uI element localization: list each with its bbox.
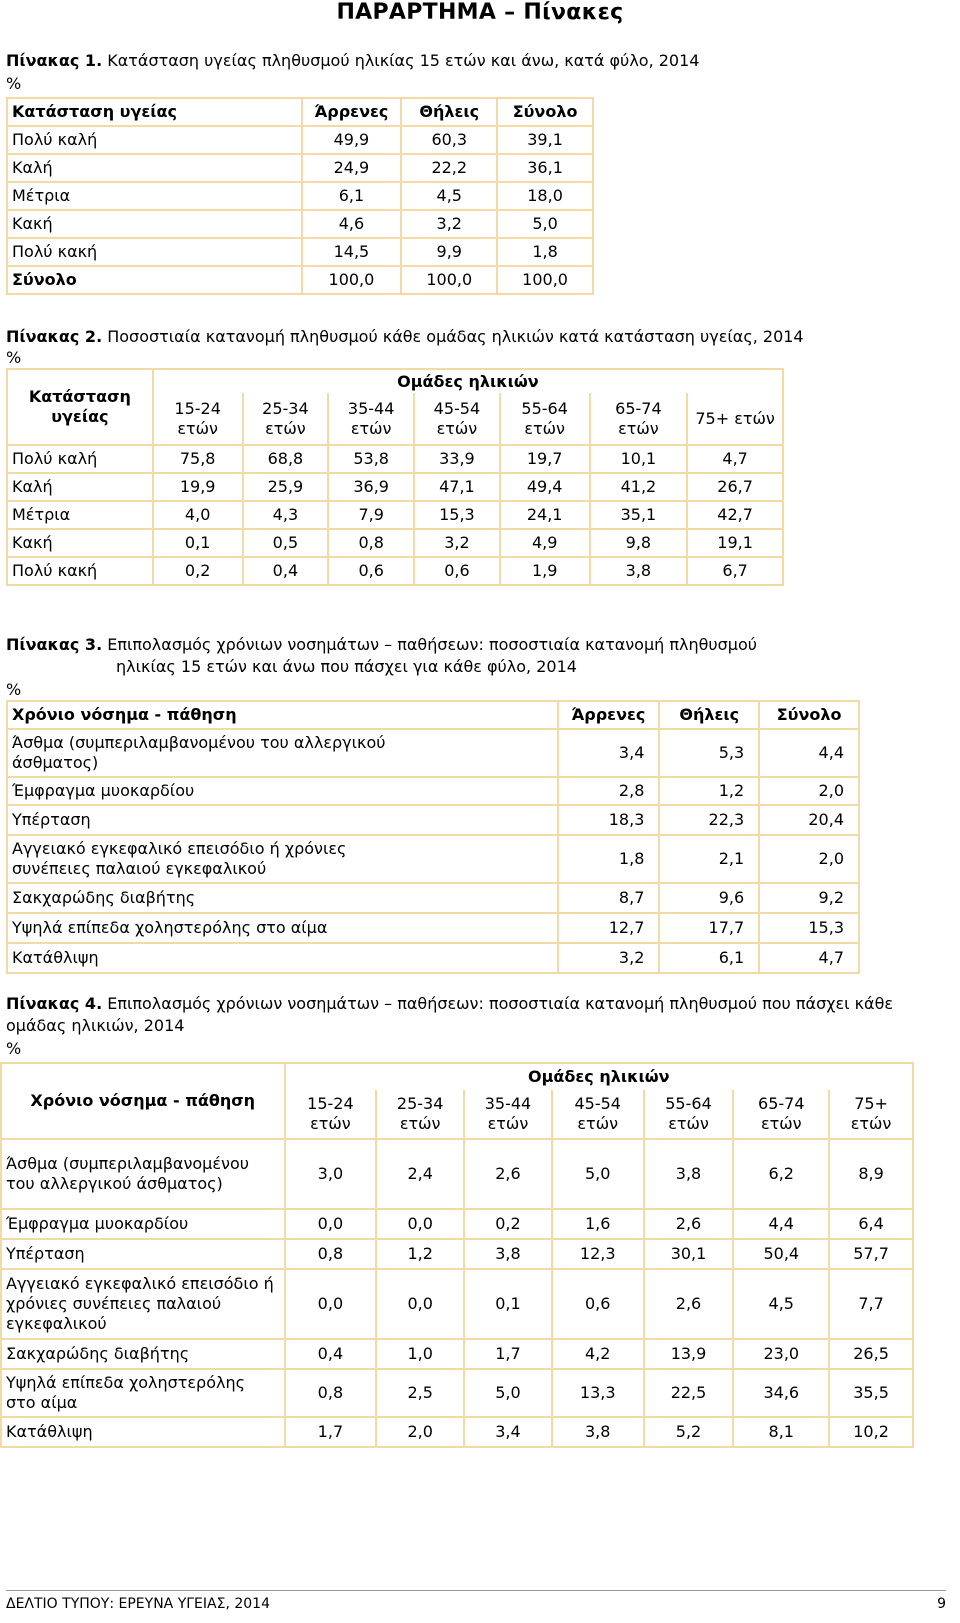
footer-divider	[6, 1590, 946, 1591]
table-cell: 1,8	[558, 835, 660, 883]
table-cell: 1,9	[500, 557, 590, 585]
table-cell: 33,9	[414, 445, 500, 473]
table3-caption-line2: ηλικίας 15 ετών και άνω που πάσχει για κάθε φύλο, 2014	[116, 657, 577, 676]
table2-row-header: Κατάσταση υγείας	[7, 369, 153, 445]
table-cell: 19,7	[500, 445, 590, 473]
age-group-header: 35-44 ετών	[464, 1090, 552, 1139]
row-label: Υπέρταση	[7, 805, 558, 835]
row-label: Πολύ κακή	[7, 238, 302, 266]
table-cell: 6,4	[829, 1209, 913, 1239]
table-cell: 9,2	[759, 883, 859, 913]
row-label: Καλή	[7, 154, 302, 182]
table-cell: 22,5	[644, 1369, 734, 1417]
table2-header-row	[7, 369, 783, 393]
table2-caption	[6, 326, 804, 348]
table-cell: 3,2	[414, 529, 500, 557]
table-cell: 19,1	[687, 529, 783, 557]
table-cell: 12,3	[552, 1239, 644, 1269]
table-row	[7, 913, 859, 943]
table-cell: 3,2	[558, 943, 660, 973]
table-cell: 6,1	[659, 943, 759, 973]
table-cell: 6,1	[302, 182, 402, 210]
table-cell: 3,4	[464, 1417, 552, 1447]
table-cell: 5,2	[644, 1417, 734, 1447]
age-group-header: 65-74 ετών	[733, 1090, 829, 1139]
row-label: Έμφραγμα μυοκαρδίου	[7, 777, 558, 805]
table-cell: 4,3	[243, 501, 329, 529]
row-label: Άσθμα (συμπεριλαμβανομένου του αλλεργικού άσθματος)	[1, 1139, 285, 1209]
table-cell: 4,4	[733, 1209, 829, 1239]
row-label: Σακχαρώδης διαβήτης	[7, 883, 558, 913]
table3-header-cell: Άρρενες	[558, 701, 660, 729]
table-row	[1, 1139, 913, 1209]
table1	[6, 97, 594, 295]
table-row	[7, 182, 593, 210]
table-cell: 1,2	[659, 777, 759, 805]
table-row	[7, 126, 593, 154]
table2-unit: %	[6, 348, 22, 367]
table-cell: 0,1	[153, 529, 243, 557]
age-group-header: 75+ ετών	[829, 1090, 913, 1139]
table-row	[7, 266, 593, 294]
table-cell: 24,1	[500, 501, 590, 529]
table-cell: 2,5	[376, 1369, 464, 1417]
table-cell: 68,8	[243, 445, 329, 473]
table-cell: 22,3	[659, 805, 759, 835]
age-group-header: 55-64 ετών	[644, 1090, 734, 1139]
row-label: Μέτρια	[7, 182, 302, 210]
table-cell: 10,2	[829, 1417, 913, 1447]
table3	[6, 700, 860, 974]
table-cell: 100,0	[302, 266, 402, 294]
table-row	[7, 238, 593, 266]
table-cell: 14,5	[302, 238, 402, 266]
table-cell: 0,0	[285, 1269, 377, 1339]
table-row	[1, 1239, 913, 1269]
table-cell: 4,7	[759, 943, 859, 973]
table-row	[7, 445, 783, 473]
table-cell: 50,4	[733, 1239, 829, 1269]
table-row	[7, 883, 859, 913]
table-cell: 22,2	[401, 154, 497, 182]
table1-header-cell: Άρρενες	[302, 98, 402, 126]
table-cell: 0,4	[243, 557, 329, 585]
table-cell: 24,9	[302, 154, 402, 182]
table-row	[1, 1209, 913, 1239]
table-cell: 5,3	[659, 729, 759, 777]
table-cell: 13,9	[644, 1339, 734, 1369]
table-cell: 2,4	[376, 1139, 464, 1209]
table-cell: 4,9	[500, 529, 590, 557]
row-label: Κατάθλιψη	[7, 943, 558, 973]
table-cell: 13,3	[552, 1369, 644, 1417]
table-cell: 2,0	[759, 835, 859, 883]
table2-group-header: Ομάδες ηλικιών	[153, 369, 783, 393]
row-label: Αγγειακό εγκεφαλικό επεισόδιο ή χρόνιες συνέπειες παλαιού εγκεφαλικού	[7, 835, 558, 883]
table3-label: Πίνακας 3.	[6, 635, 103, 654]
table-cell: 47,1	[414, 473, 500, 501]
table-cell: 12,7	[558, 913, 660, 943]
table-cell: 3,2	[401, 210, 497, 238]
row-label: Μέτρια	[7, 501, 153, 529]
table-cell: 15,3	[759, 913, 859, 943]
age-group-header: 15-24 ετών	[153, 393, 243, 445]
table1-header-row	[7, 98, 593, 126]
table-cell: 19,9	[153, 473, 243, 501]
table1-header-cell: Σύνολο	[497, 98, 593, 126]
table3-unit: %	[6, 680, 22, 699]
row-label: Σακχαρώδης διαβήτης	[1, 1339, 285, 1369]
table-cell: 1,7	[464, 1339, 552, 1369]
table-row	[7, 835, 859, 883]
table-cell: 36,1	[497, 154, 593, 182]
table-row	[7, 777, 859, 805]
table-cell: 0,6	[414, 557, 500, 585]
age-group-header: 75+ ετών	[687, 393, 783, 445]
row-label: Αγγειακό εγκεφαλικό επεισόδιο ή χρόνιες συνέπειες παλαιού εγκεφαλικού	[1, 1269, 285, 1339]
table3-caption-line1: Επιπολασμός χρόνιων νοσημάτων – παθήσεων: ποσοστιαία κατανομή πληθυσμού	[102, 635, 758, 654]
table-cell: 5,0	[497, 210, 593, 238]
table-cell: 15,3	[414, 501, 500, 529]
table-cell: 3,8	[644, 1139, 734, 1209]
table-cell: 1,8	[497, 238, 593, 266]
table-cell: 49,9	[302, 126, 402, 154]
table-cell: 3,8	[464, 1239, 552, 1269]
table-cell: 2,6	[644, 1209, 734, 1239]
row-label: Κατάθλιψη	[1, 1417, 285, 1447]
row-label: Υπέρταση	[1, 1239, 285, 1269]
table4-header-row	[1, 1063, 913, 1090]
table-cell: 1,2	[376, 1239, 464, 1269]
table-cell: 6,2	[733, 1139, 829, 1209]
row-label: Άσθμα (συμπεριλαμβανομένου του αλλεργικού άσθματος)	[7, 729, 558, 777]
row-label: Καλή	[7, 473, 153, 501]
table-cell: 35,1	[590, 501, 688, 529]
row-label: Έμφραγμα μυοκαρδίου	[1, 1209, 285, 1239]
row-label: Κακή	[7, 529, 153, 557]
table-cell: 0,2	[464, 1209, 552, 1239]
table-cell: 0,0	[285, 1209, 377, 1239]
table1-header-cell: Κατάσταση υγείας	[7, 98, 302, 126]
table3-header-cell: Σύνολο	[759, 701, 859, 729]
page-title: ΠΑΡΑΡΤΗΜΑ – Πίνακες	[336, 0, 624, 25]
table4-caption	[6, 993, 936, 1037]
table-cell: 2,8	[558, 777, 660, 805]
table-cell: 3,0	[285, 1139, 377, 1209]
page-number: 9	[937, 1596, 946, 1612]
table4	[0, 1062, 914, 1448]
table-cell: 5,0	[552, 1139, 644, 1209]
table-cell: 0,4	[285, 1339, 377, 1369]
table-cell: 4,4	[759, 729, 859, 777]
table-cell: 17,7	[659, 913, 759, 943]
table-cell: 49,4	[500, 473, 590, 501]
table-cell: 2,6	[644, 1269, 734, 1339]
table1-label: Πίνακας 1.	[6, 51, 103, 70]
footer-text: ΔΕΛΤΙΟ ΤΥΠΟΥ: ΕΡΕΥΝΑ ΥΓΕΙΑΣ, 2014	[6, 1596, 270, 1612]
age-group-header: 55-64 ετών	[500, 393, 590, 445]
table-cell: 20,4	[759, 805, 859, 835]
table-row	[7, 473, 783, 501]
table-cell: 8,9	[829, 1139, 913, 1209]
table-cell: 4,2	[552, 1339, 644, 1369]
table-row	[1, 1339, 913, 1369]
table-cell: 2,0	[759, 777, 859, 805]
table-cell: 60,3	[401, 126, 497, 154]
row-label: Υψηλά επίπεδα χοληστερόλης στο αίμα	[1, 1369, 285, 1417]
table-cell: 0,0	[376, 1269, 464, 1339]
table-cell: 75,8	[153, 445, 243, 473]
table2-caption-text: Ποσοστιαία κατανομή πληθυσμού κάθε ομάδας ηλικιών κατά κατάσταση υγείας, 2014	[102, 327, 804, 346]
table-row	[7, 210, 593, 238]
age-group-header: 25-34 ετών	[376, 1090, 464, 1139]
table-cell: 7,7	[829, 1269, 913, 1339]
table-cell: 3,8	[552, 1417, 644, 1447]
table-cell: 18,0	[497, 182, 593, 210]
table-cell: 39,1	[497, 126, 593, 154]
table1-caption-text: Κατάσταση υγείας πληθυσμού ηλικίας 15 ετών και άνω, κατά φύλο, 2014	[102, 51, 700, 70]
table-cell: 26,7	[687, 473, 783, 501]
table4-label: Πίνακας 4.	[6, 994, 103, 1013]
table-cell: 25,9	[243, 473, 329, 501]
table-cell: 0,1	[464, 1269, 552, 1339]
age-group-header: 35-44 ετών	[328, 393, 414, 445]
table-cell: 42,7	[687, 501, 783, 529]
table-cell: 30,1	[644, 1239, 734, 1269]
table4-row-header: Χρόνιο νόσημα - πάθηση	[1, 1063, 285, 1139]
table-cell: 0,8	[285, 1369, 377, 1417]
table-cell: 5,0	[464, 1369, 552, 1417]
age-group-header: 45-54 ετών	[552, 1090, 644, 1139]
table-cell: 26,5	[829, 1339, 913, 1369]
table-cell: 0,5	[243, 529, 329, 557]
table-row	[7, 805, 859, 835]
table-row	[1, 1369, 913, 1417]
table-row	[7, 154, 593, 182]
table-cell: 4,0	[153, 501, 243, 529]
table3-header-cell: Χρόνιο νόσημα - πάθηση	[7, 701, 558, 729]
table-cell: 0,6	[328, 557, 414, 585]
table-cell: 2,0	[376, 1417, 464, 1447]
table-cell: 3,8	[590, 557, 688, 585]
table3-header-cell: Θήλεις	[659, 701, 759, 729]
age-group-header: 65-74 ετών	[590, 393, 688, 445]
table-cell: 9,8	[590, 529, 688, 557]
age-group-header: 15-24 ετών	[285, 1090, 377, 1139]
table-cell: 4,5	[733, 1269, 829, 1339]
table-cell: 9,6	[659, 883, 759, 913]
table-cell: 100,0	[401, 266, 497, 294]
row-label: Πολύ καλή	[7, 126, 302, 154]
table-cell: 1,0	[376, 1339, 464, 1369]
table-cell: 8,1	[733, 1417, 829, 1447]
table-row	[7, 729, 859, 777]
table-cell: 0,6	[552, 1269, 644, 1339]
table-cell: 0,2	[153, 557, 243, 585]
table-cell: 0,0	[376, 1209, 464, 1239]
table-cell: 10,1	[590, 445, 688, 473]
table-cell: 18,3	[558, 805, 660, 835]
table4-unit: %	[6, 1039, 22, 1058]
table-cell: 0,8	[285, 1239, 377, 1269]
table1-header-cell: Θήλεις	[401, 98, 497, 126]
table-cell: 34,6	[733, 1369, 829, 1417]
table2-label: Πίνακας 2.	[6, 327, 103, 346]
table-cell: 36,9	[328, 473, 414, 501]
table-cell: 4,5	[401, 182, 497, 210]
table-cell: 57,7	[829, 1239, 913, 1269]
table-row	[7, 529, 783, 557]
table-row	[7, 501, 783, 529]
table-row	[7, 943, 859, 973]
row-label: Σύνολο	[7, 266, 302, 294]
table-cell: 23,0	[733, 1339, 829, 1369]
table1-unit: %	[6, 74, 22, 93]
row-label: Πολύ καλή	[7, 445, 153, 473]
table3-caption	[6, 634, 936, 678]
table-cell: 6,7	[687, 557, 783, 585]
age-group-header: 45-54 ετών	[414, 393, 500, 445]
table-row	[1, 1417, 913, 1447]
table-cell: 2,1	[659, 835, 759, 883]
table4-caption-text: Επιπολασμός χρόνιων νοσημάτων – παθήσεων: ποσοστιαία κατανομή πληθυσμού που πάσχει κάθε ομάδας ηλικιών, 2014	[6, 994, 894, 1035]
table-cell: 8,7	[558, 883, 660, 913]
table-cell: 35,5	[829, 1369, 913, 1417]
age-group-header: 25-34 ετών	[243, 393, 329, 445]
table-cell: 41,2	[590, 473, 688, 501]
table3-header-row	[7, 701, 859, 729]
table-cell: 2,6	[464, 1139, 552, 1209]
table-cell: 0,8	[328, 529, 414, 557]
table-cell: 9,9	[401, 238, 497, 266]
table-cell: 4,6	[302, 210, 402, 238]
table-cell: 1,7	[285, 1417, 377, 1447]
table1-caption	[6, 50, 699, 72]
table-cell: 7,9	[328, 501, 414, 529]
table-row	[1, 1269, 913, 1339]
row-label: Κακή	[7, 210, 302, 238]
table2	[6, 368, 784, 586]
table4-group-header: Ομάδες ηλικιών	[285, 1063, 913, 1090]
table-cell: 3,4	[558, 729, 660, 777]
table-cell: 53,8	[328, 445, 414, 473]
row-label: Πολύ κακή	[7, 557, 153, 585]
table-row	[7, 557, 783, 585]
table-cell: 100,0	[497, 266, 593, 294]
table-cell: 4,7	[687, 445, 783, 473]
table-cell: 1,6	[552, 1209, 644, 1239]
row-label: Υψηλά επίπεδα χοληστερόλης στο αίμα	[7, 913, 558, 943]
